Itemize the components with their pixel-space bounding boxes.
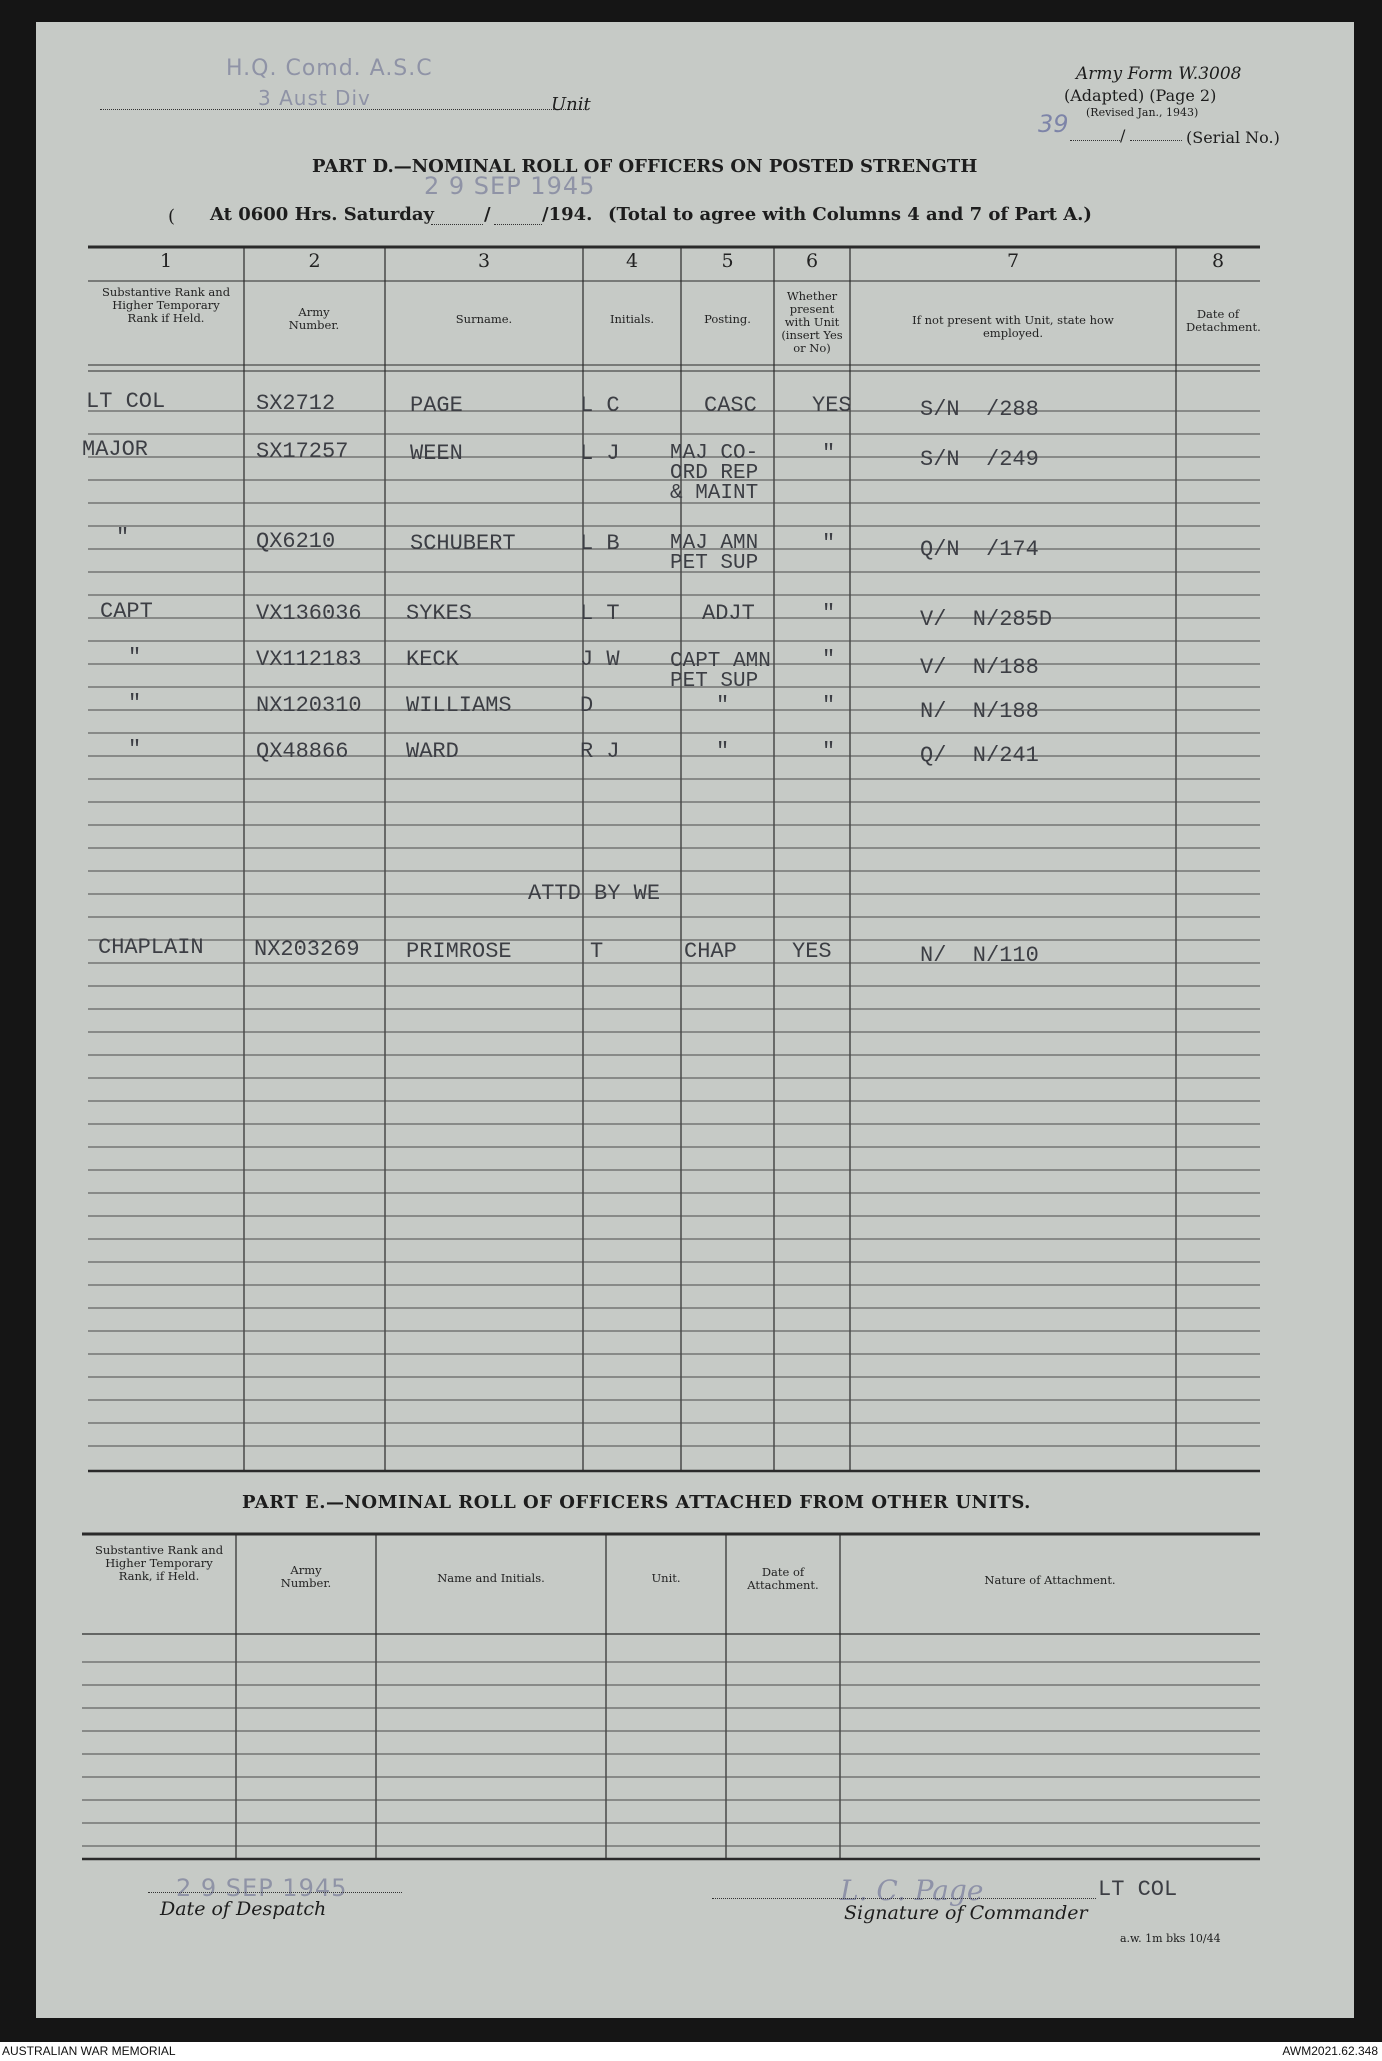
row-initials: L T xyxy=(580,601,620,626)
row-posting: " xyxy=(716,739,730,764)
archive-left: AUSTRALIAN WAR MEMORIAL xyxy=(2,2044,176,2058)
signature-rank: LT COL xyxy=(1098,1877,1178,1902)
row-rank: CHAPLAIN xyxy=(98,935,204,960)
part-e-header-name: Name and Initials. xyxy=(437,1571,545,1585)
col-number-5: 5 xyxy=(721,250,734,272)
col-number-6: 6 xyxy=(805,250,819,272)
row-rank: CAPT xyxy=(100,599,153,624)
print-code: a.w. 1m bks 10/44 xyxy=(1120,1932,1221,1945)
row-initials: L J xyxy=(580,441,620,466)
col-number-4: 4 xyxy=(625,250,639,272)
col-number-1: 1 xyxy=(159,250,173,272)
unit-stamp-line2: 3 Aust Div xyxy=(258,86,371,110)
date-stamp: 2 9 SEP 1945 xyxy=(424,172,596,200)
row-posting: MAJ AMN PET SUP xyxy=(670,532,759,575)
col-header-posting: Posting. xyxy=(704,312,751,326)
col-header-detachment: Date of Detachment. xyxy=(1186,307,1261,334)
col-header-initials: Initials. xyxy=(609,312,655,326)
row-employed: S/N /249 xyxy=(920,447,1039,472)
row-employed: Q/ N/241 xyxy=(920,743,1039,768)
row-number: SX2712 xyxy=(256,391,336,416)
row-posting: ADJT xyxy=(702,601,755,626)
row-rank: LT COL xyxy=(86,389,166,414)
unit-label: Unit xyxy=(551,94,591,115)
row-present: YES xyxy=(812,393,852,418)
part-e-header-rank: Substantive Rank and Higher Temporary Rank, if Held. xyxy=(94,1543,224,1583)
despatch-dotted-line xyxy=(148,1892,402,1893)
row-surname: SCHUBERT xyxy=(410,531,516,556)
row-surname: WEEN xyxy=(410,441,463,466)
row-number: QX48866 xyxy=(256,739,349,764)
date-slash-2: /194. xyxy=(542,204,593,225)
part-e-header-nature: Nature of Attachment. xyxy=(984,1573,1116,1587)
col-header-surname: Surname. xyxy=(455,312,513,326)
total-note: (Total to agree with Columns 4 and 7 of Part A.) xyxy=(608,204,1092,225)
row-posting: CAPT AMN PET SUP xyxy=(670,650,771,693)
row-rank: " xyxy=(116,525,130,550)
at-text: At 0600 Hrs. Saturday xyxy=(210,204,435,225)
row-number: QX6210 xyxy=(256,529,336,554)
archive-bar xyxy=(0,2042,1382,2061)
row-initials: J W xyxy=(580,647,620,672)
row-employed: S/N /288 xyxy=(920,397,1039,422)
row-employed: V/ N/188 xyxy=(920,655,1039,680)
row-surname: WILLIAMS xyxy=(406,693,512,718)
col-number-2: 2 xyxy=(308,250,321,272)
signature-dotted-line xyxy=(712,1898,1096,1899)
row-present: YES xyxy=(792,939,832,964)
row-employed: V/ N/285D xyxy=(920,607,1053,632)
part-e-title: PART E.—NOMINAL ROLL OF OFFICERS ATTACHED FROM OTHER UNITS. xyxy=(242,1492,1031,1513)
despatch-stamp: 2 9 SEP 1945 xyxy=(176,1874,348,1902)
row-present: " xyxy=(822,601,836,626)
row-number: NX120310 xyxy=(256,693,362,718)
row-rank: " xyxy=(128,645,142,670)
row-initials: R J xyxy=(580,739,620,764)
form-name: Army Form W.3008 xyxy=(1076,64,1242,84)
signature-label: Signature of Commander xyxy=(844,1902,1088,1924)
row-rank: " xyxy=(128,737,142,762)
row-posting: MAJ CO- ORD REP & MAINT xyxy=(670,442,759,505)
serial-label: (Serial No.) xyxy=(1186,128,1280,147)
mark-c: ( xyxy=(168,206,176,227)
row-present: " xyxy=(822,441,836,466)
col-number-7: 7 xyxy=(1006,250,1020,272)
row-surname: KECK xyxy=(406,647,459,672)
col-number-8: 8 xyxy=(1211,250,1225,272)
archive-right: AWM2021.62.348 xyxy=(1282,2044,1378,2058)
row-employed: N/ N/110 xyxy=(920,943,1039,968)
row-number: VX136036 xyxy=(256,601,362,626)
date-slash-1: / xyxy=(484,204,491,225)
col-header-present: Whether present with Unit (insert Yes or No) xyxy=(781,289,843,355)
row-initials: L C xyxy=(580,393,620,418)
commander-signature: L. C. Page xyxy=(840,1874,984,1907)
form-adapted: (Adapted) (Page 2) xyxy=(1064,86,1217,105)
row-number: SX17257 xyxy=(256,439,349,464)
row-rank: " xyxy=(128,691,142,716)
row-present: " xyxy=(822,693,836,718)
row-present: " xyxy=(822,739,836,764)
row-rank: MAJOR xyxy=(82,437,149,462)
despatch-label: Date of Despatch xyxy=(160,1898,327,1920)
row-present: " xyxy=(822,531,836,556)
attd-heading: ATTD BY WE xyxy=(528,881,661,906)
row-initials: D xyxy=(580,693,594,718)
row-posting: CASC xyxy=(704,393,757,418)
part-e-header-unit: Unit. xyxy=(651,1571,681,1585)
unit-stamp-line1: H.Q. Comd. A.S.C xyxy=(226,56,433,81)
row-employed: Q/N /174 xyxy=(920,537,1039,562)
col-number-3: 3 xyxy=(477,250,491,272)
col-header-rank: Substantive Rank and Higher Temporary Rank if Held. xyxy=(101,285,231,325)
form-sheet xyxy=(36,22,1354,2018)
part-e-header-army-number: Army Number. xyxy=(280,1563,332,1590)
row-number: VX112183 xyxy=(256,647,362,672)
row-posting: CHAP xyxy=(684,939,737,964)
row-present: " xyxy=(822,647,836,672)
serial-slash: / xyxy=(1120,126,1126,145)
col-header-employed: If not present with Unit, state how employed. xyxy=(912,313,1114,340)
row-surname: SYKES xyxy=(406,601,473,626)
part-e-header-date: Date of Attachment. xyxy=(747,1565,819,1592)
part-d-title: PART D.—NOMINAL ROLL OF OFFICERS ON POSTED STRENGTH xyxy=(312,156,978,177)
row-employed: N/ N/188 xyxy=(920,699,1039,724)
serial-handwritten: 39 xyxy=(1038,110,1069,138)
form-revised: (Revised Jan., 1943) xyxy=(1086,106,1199,119)
row-surname: WARD xyxy=(406,739,459,764)
row-number: NX203269 xyxy=(254,937,360,962)
row-surname: PRIMROSE xyxy=(406,939,512,964)
row-surname: PAGE xyxy=(410,393,463,418)
row-posting: " xyxy=(716,693,730,718)
row-initials: T xyxy=(590,939,604,964)
col-header-army-number: Army Number. xyxy=(288,305,340,332)
row-initials: L B xyxy=(580,531,620,556)
